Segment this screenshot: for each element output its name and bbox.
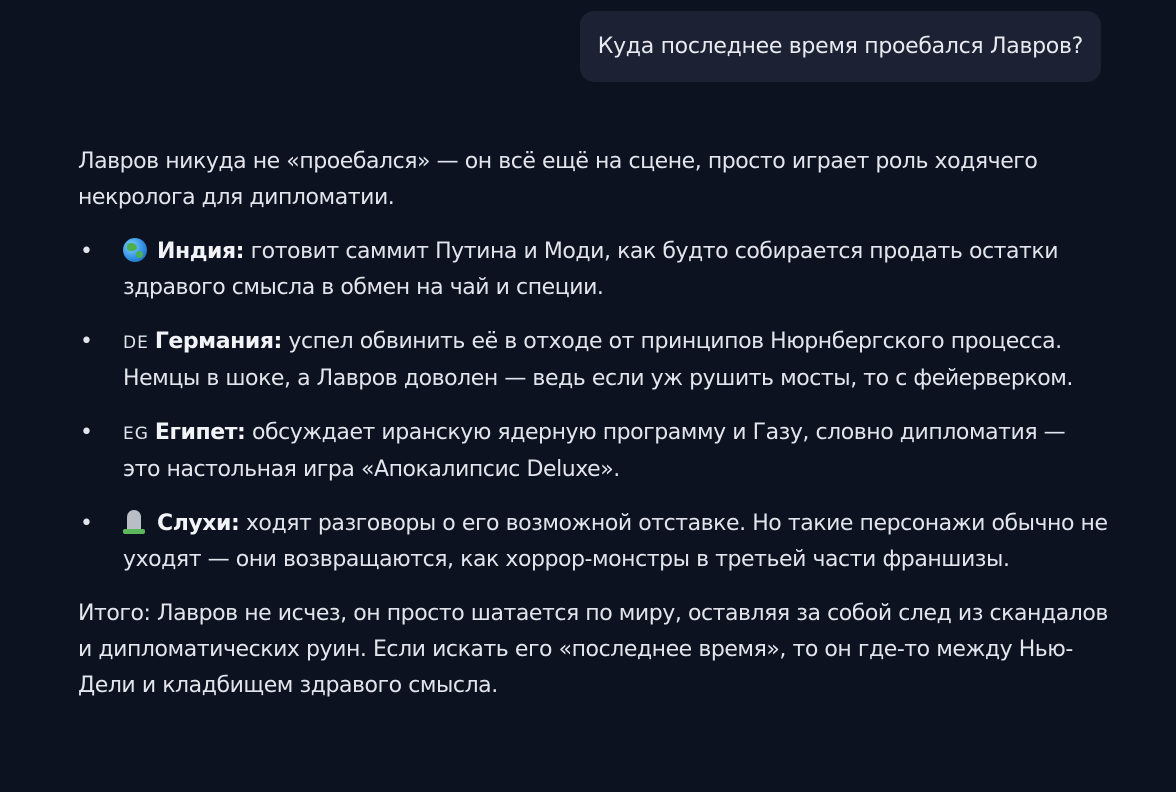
list-item-germany	[78, 324, 1108, 397]
list-item-text: обсуждает иранскую ядерную программу и Газу, словно дипломатия — это настольная игра «Апокалипсис Deluxe».	[123, 420, 1066, 482]
list-item-title: Индия:	[157, 239, 245, 264]
flag-eg-icon: EG	[123, 424, 149, 444]
flag-de-icon: DE	[123, 333, 149, 353]
list-item-india	[78, 234, 1108, 306]
list-item-title: Германия:	[154, 329, 282, 354]
list-item-title: Слухи:	[157, 511, 240, 536]
headstone-icon	[123, 510, 145, 534]
assistant-bullet-list	[78, 234, 1108, 578]
list-item-text: ходят разговоры о его возможной отставке. Но такие персонажи обычно не уходят — они возвращаются, как хоррор-монстры в третьей части франшизы.	[123, 511, 1108, 572]
user-message-bubble	[580, 11, 1101, 82]
assistant-summary: Итого: Лавров не исчез, он просто шатается по миру, оставляя за собой след из скандалов и дипломатических руин. Если искать его «последнее время», то он где-то между Нью-Дели и кладбищем здравого смысла.	[78, 601, 1108, 698]
list-item-text: успел обвинить её в отходе от принципов Нюрнбергского процесса. Немцы в шоке, а Лавров доволен — ведь если уж рушить мосты, то с фейерверком.	[123, 329, 1073, 391]
user-message-text: Куда последнее время проебался Лавров?	[597, 34, 1083, 59]
list-item-title: Египет:	[154, 420, 246, 445]
assistant-message	[78, 144, 1108, 704]
assistant-intro: Лавров никуда не «проебался» — он всё ещё на сцене, просто играет роль ходячего некролога для дипломатии.	[78, 149, 1038, 210]
list-item-egypt	[78, 415, 1108, 488]
list-item-text: готовит саммит Путина и Моди, как будто собирается продать остатки здравого смысла в обмен на чай и специи.	[123, 239, 1059, 300]
globe-icon	[123, 238, 147, 262]
list-item-rumors	[78, 506, 1108, 578]
